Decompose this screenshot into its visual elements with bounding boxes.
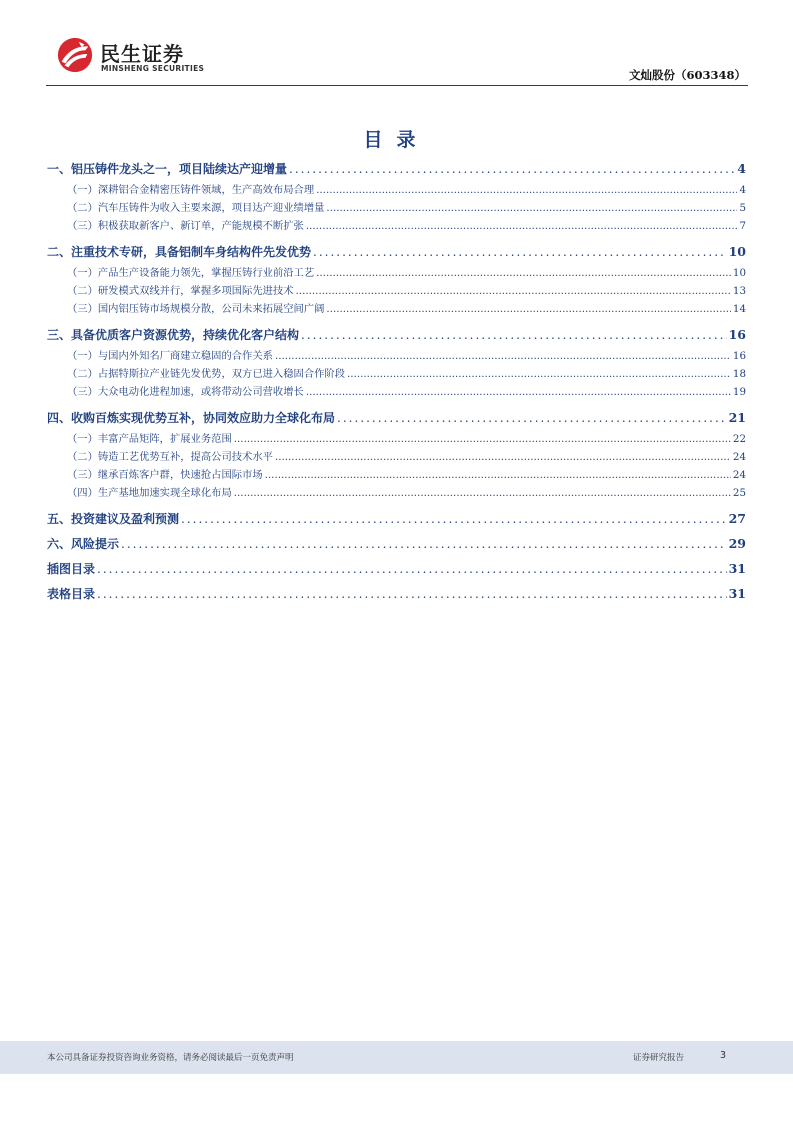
toc-dot-leader xyxy=(289,157,735,182)
toc-entry-label: （二）占据特斯拉产业链先发优势，双方已进入稳固合作阶段 xyxy=(67,368,346,380)
toc-entry-label: （一）产品生产设备能力领先，掌握压铸行业前沿工艺 xyxy=(67,267,315,279)
toc-section-entry[interactable] xyxy=(47,322,746,347)
toc-entry-label: 一、铝压铸件龙头之一，项目陆续达产迎增量 xyxy=(47,162,288,176)
toc-entry-page: 5 xyxy=(739,202,746,214)
toc-entry-label: （三）继承百炼客户群，快速抢占国际市场 xyxy=(67,469,263,481)
toc-entry-page: 18 xyxy=(732,368,746,380)
toc-entry-label: （三）国内铝压铸市场规模分散，公司未来拓展空间广阔 xyxy=(67,303,325,315)
toc-entry-page: 16 xyxy=(732,350,746,362)
toc-section-entry[interactable] xyxy=(47,156,746,181)
toc-section-entry[interactable] xyxy=(47,506,746,531)
toc-entry-page: 7 xyxy=(739,220,746,232)
toc-entry-label: 三、具备优质客户资源优势，持续优化客户结构 xyxy=(47,328,300,342)
toc-entry-label: 二、注重技术专研，具备铝制车身结构件先发优势 xyxy=(47,245,312,259)
page-header xyxy=(46,30,748,86)
toc-entry-label: 插图目录 xyxy=(47,562,96,576)
toc-entry-page: 13 xyxy=(732,285,746,297)
toc-entry-page: 27 xyxy=(728,511,746,526)
toc-entry-page: 22 xyxy=(732,433,746,445)
toc-entry-page: 24 xyxy=(732,469,746,481)
toc-entry-page: 25 xyxy=(732,487,746,499)
toc-entry-label: （二）铸造工艺优势互补，提高公司技术水平 xyxy=(67,451,273,463)
toc-dot-leader xyxy=(313,240,727,265)
toc-subsection-entry[interactable] xyxy=(47,484,746,502)
toc-entry-page: 16 xyxy=(728,327,746,342)
toc-entry-page: 10 xyxy=(728,244,746,259)
toc-dot-leader xyxy=(265,466,731,484)
toc-dot-leader xyxy=(347,365,731,383)
toc-entry-label: （三）大众电动化进程加速，或将带动公司营收增长 xyxy=(67,386,304,398)
toc-subsection-entry[interactable] xyxy=(47,347,746,365)
toc-dot-leader xyxy=(326,199,737,217)
toc-entry-label: 表格目录 xyxy=(47,587,96,601)
toc-entry-label: （四）生产基地加速实现全球化布局 xyxy=(67,487,232,499)
minsheng-logo xyxy=(56,36,246,76)
toc-subsection-entry[interactable] xyxy=(47,264,746,282)
logo-chinese-name: 民生证券 xyxy=(100,42,184,66)
toc-dot-leader xyxy=(275,448,731,466)
toc-entry-page: 19 xyxy=(732,386,746,398)
toc-entry-page: 14 xyxy=(732,303,746,315)
toc-dot-leader xyxy=(234,484,731,502)
toc-entry-page: 31 xyxy=(728,561,746,576)
toc-entry-page: 24 xyxy=(732,451,746,463)
toc-section-entry[interactable] xyxy=(47,531,746,556)
toc-dot-leader xyxy=(181,507,727,532)
toc-entry-page: 31 xyxy=(728,586,746,601)
toc-section-entry[interactable] xyxy=(47,581,746,606)
toc-entry-label: （二）研发模式双线并行，掌握多项国际先进技术 xyxy=(67,285,294,297)
toc-entry-page: 10 xyxy=(732,267,746,279)
footer-disclaimer: 本公司具备证券投资咨询业务资格，请务必阅读最后一页免责声明 xyxy=(47,1053,294,1063)
toc-dot-leader xyxy=(121,532,727,557)
toc-dot-leader xyxy=(306,217,738,235)
toc-subsection-entry[interactable] xyxy=(47,181,746,199)
toc-dot-leader xyxy=(326,300,730,318)
toc-entry-page: 29 xyxy=(728,536,746,551)
footer-page-number: 3 xyxy=(720,1050,727,1061)
header-divider xyxy=(46,85,748,86)
toc-section-entry[interactable] xyxy=(47,556,746,581)
toc-title: 目录 xyxy=(363,129,430,151)
toc-section-entry[interactable] xyxy=(47,239,746,264)
company-name: 文灿股份（603348） xyxy=(628,68,746,82)
footer-report-type: 证券研究报告 xyxy=(633,1053,685,1063)
toc-subsection-entry[interactable] xyxy=(47,199,746,217)
toc-entry-label: （三）积极获取新客户、新订单，产能规模不断扩张 xyxy=(67,220,304,232)
toc-entry-label: 六、风险提示 xyxy=(47,537,120,551)
toc-entry-label: 四、收购百炼实现优势互补，协同效应助力全球化布局 xyxy=(47,411,336,425)
toc-dot-leader xyxy=(234,430,731,448)
toc-subsection-entry[interactable] xyxy=(47,300,746,318)
toc-dot-leader xyxy=(337,406,727,431)
toc-entry-page: 4 xyxy=(739,184,746,196)
toc-subsection-entry[interactable] xyxy=(47,430,746,448)
toc-entry-label: （二）汽车压铸件为收入主要来源，项目达产迎业绩增量 xyxy=(67,202,325,214)
table-of-contents xyxy=(47,156,746,606)
toc-subsection-entry[interactable] xyxy=(47,383,746,401)
toc-subsection-entry[interactable] xyxy=(47,217,746,235)
toc-dot-leader xyxy=(97,582,727,607)
toc-entry-page: 4 xyxy=(737,161,746,176)
toc-dot-leader xyxy=(316,264,731,282)
toc-dot-leader xyxy=(296,282,731,300)
toc-entry-label: 五、投资建议及盈利预测 xyxy=(47,512,180,526)
toc-subsection-entry[interactable] xyxy=(47,466,746,484)
toc-dot-leader xyxy=(301,323,727,348)
toc-dot-leader xyxy=(316,181,737,199)
toc-entry-label: （一）与国内外知名厂商建立稳固的合作关系 xyxy=(67,350,273,362)
toc-entry-page: 21 xyxy=(728,410,746,425)
page-footer xyxy=(0,1041,793,1074)
logo-english-name: MINSHENG SECURITIES xyxy=(101,64,205,73)
toc-subsection-entry[interactable] xyxy=(47,282,746,300)
toc-dot-leader xyxy=(97,557,727,582)
toc-subsection-entry[interactable] xyxy=(47,448,746,466)
toc-entry-label: （一）深耕铝合金精密压铸件领域，生产高效布局合理 xyxy=(67,184,315,196)
minsheng-logo-icon xyxy=(56,36,94,74)
toc-section-entry[interactable] xyxy=(47,405,746,430)
toc-dot-leader xyxy=(275,347,731,365)
toc-entry-label: （一）丰富产品矩阵，扩展业务范围 xyxy=(67,433,232,445)
toc-dot-leader xyxy=(306,383,731,401)
toc-subsection-entry[interactable] xyxy=(47,365,746,383)
